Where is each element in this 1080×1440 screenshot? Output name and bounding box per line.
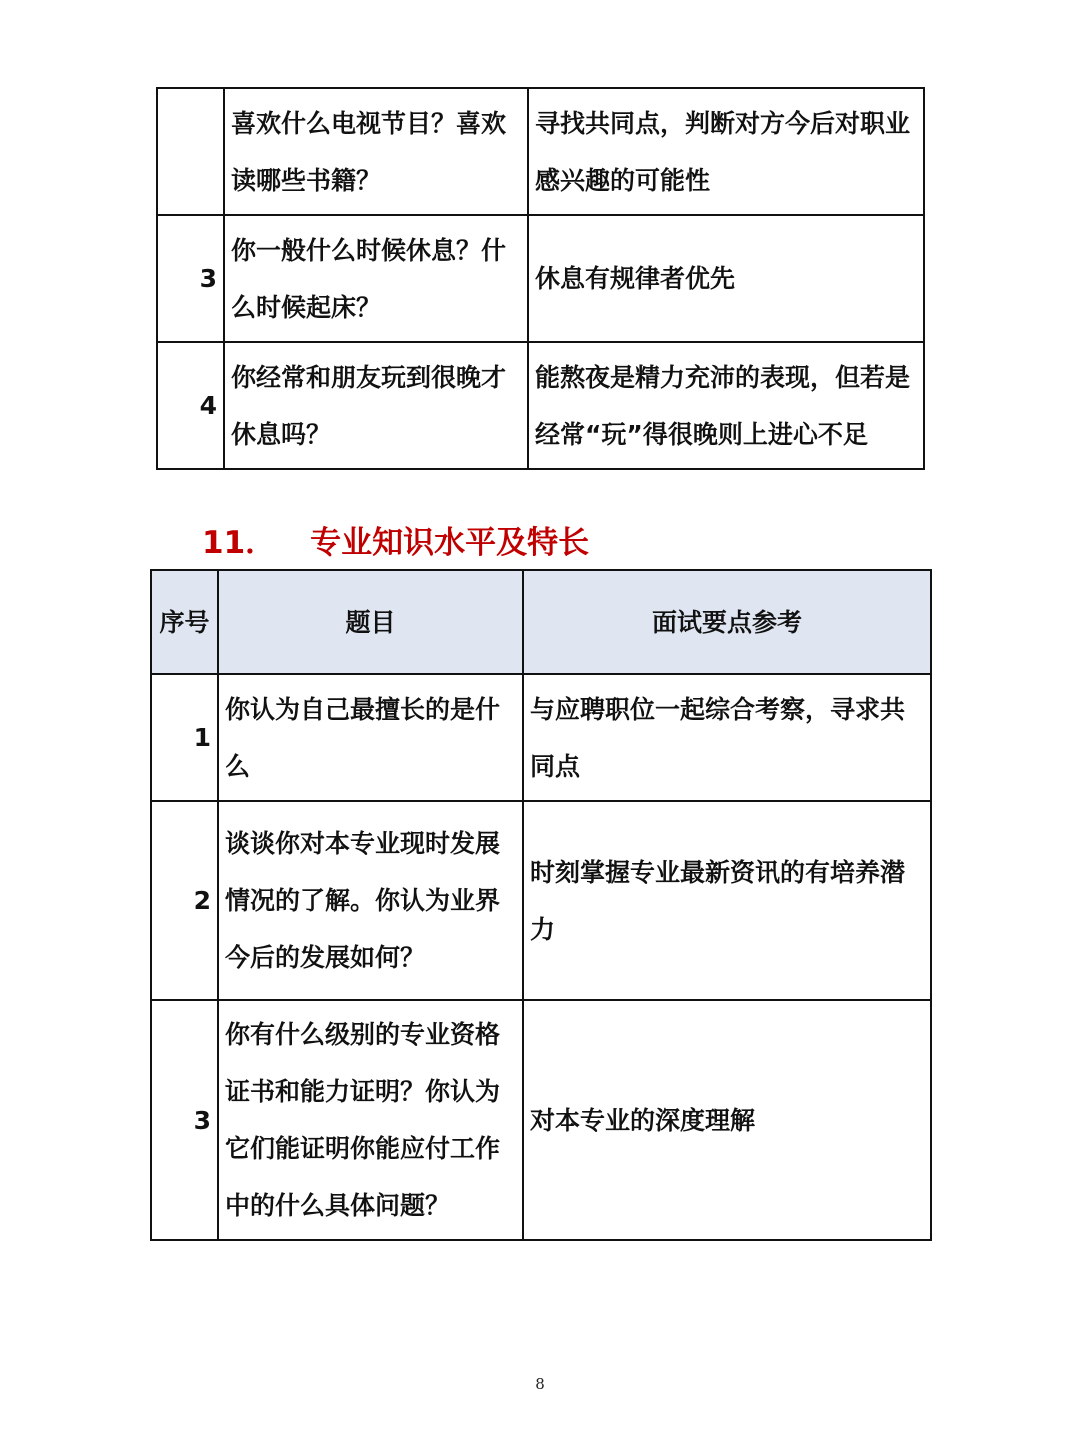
page-number: 8 — [535, 1375, 545, 1393]
previous-interview-table — [156, 87, 925, 470]
question-cell: 谈谈你对本专业现时发展情况的了解。你认为业界今后的发展如何？ — [218, 801, 523, 1000]
answer-cell: 对本专业的深度理解 — [523, 1000, 931, 1240]
answer-cell: 寻找共同点，判断对方今后对职业感兴趣的可能性 — [528, 88, 924, 215]
table-header-row — [151, 570, 931, 674]
table-row — [151, 1000, 931, 1240]
header-reference: 面试要点参考 — [523, 570, 931, 674]
table-row — [157, 215, 924, 342]
question-cell: 你一般什么时候休息？什么时候起床？ — [224, 215, 528, 342]
row-number: 1 — [151, 674, 218, 801]
table-row — [151, 801, 931, 1000]
table-row — [157, 88, 924, 215]
answer-cell: 休息有规律者优先 — [528, 215, 924, 342]
row-number: 2 — [151, 801, 218, 1000]
interview-question-table — [150, 569, 932, 1241]
table-row — [151, 674, 931, 801]
question-cell: 喜欢什么电视节目？喜欢读哪些书籍？ — [224, 88, 528, 215]
section-heading — [202, 517, 589, 562]
row-number: 3 — [151, 1000, 218, 1240]
question-cell: 你有什么级别的专业资格证书和能力证明？你认为它们能证明你能应付工作中的什么具体问题？ — [218, 1000, 523, 1240]
answer-cell: 能熬夜是精力充沛的表现，但若是经常“玩”得很晚则上进心不足 — [528, 342, 924, 469]
table-row — [157, 342, 924, 469]
row-number: 4 — [157, 342, 224, 469]
question-cell: 你认为自己最擅长的是什么 — [218, 674, 523, 801]
header-number: 序号 — [151, 570, 218, 674]
question-cell: 你经常和朋友玩到很晚才休息吗？ — [224, 342, 528, 469]
answer-cell: 与应聘职位一起综合考察，寻求共同点 — [523, 674, 931, 801]
row-number: 3 — [157, 215, 224, 342]
section-title: 专业知识水平及特长 — [310, 525, 590, 561]
header-question: 题目 — [218, 570, 523, 674]
section-number: 11． — [202, 525, 277, 561]
row-number — [157, 88, 224, 215]
answer-cell: 时刻掌握专业最新资讯的有培养潜力 — [523, 801, 931, 1000]
